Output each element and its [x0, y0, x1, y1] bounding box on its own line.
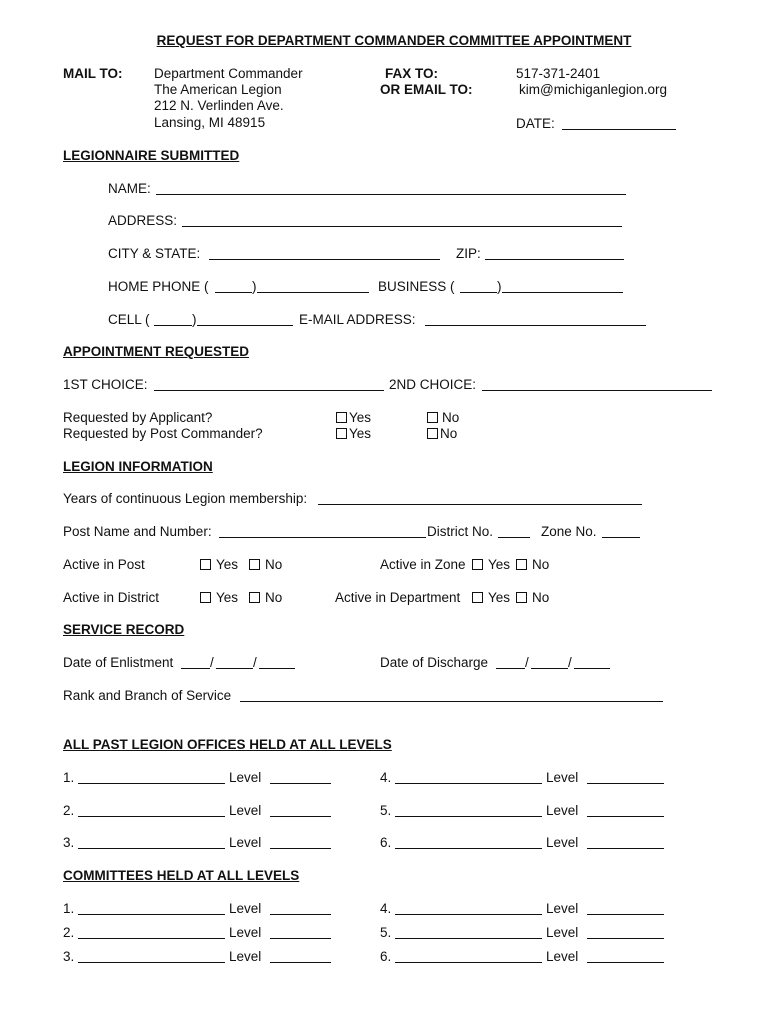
legion-info-heading: LEGION INFORMATION	[63, 459, 213, 474]
mail-address-line-2: The American Legion	[154, 82, 282, 97]
checkbox-icon[interactable]	[472, 559, 483, 570]
office-level-label: Level	[546, 770, 579, 785]
enlistment-slash-1: /	[210, 655, 214, 670]
zip-label: ZIP:	[456, 246, 481, 261]
checkbox-icon[interactable]	[472, 592, 483, 603]
active-zone-label: Active in Zone	[380, 557, 466, 572]
active-department-label: Active in Department	[335, 590, 461, 605]
district-no-label: District No.	[427, 524, 494, 539]
zone-no-label: Zone No.	[541, 524, 597, 539]
active-post-yes-option[interactable]: Yes	[200, 557, 238, 573]
email-address-label: E-MAIL ADDRESS:	[299, 312, 416, 327]
checkbox-icon[interactable]	[249, 592, 260, 603]
cell-phone-field[interactable]	[197, 311, 293, 326]
enlistment-slash-2: /	[253, 655, 257, 670]
office-level-field[interactable]	[270, 802, 331, 817]
business-paren: )	[497, 279, 502, 294]
office-field[interactable]	[395, 802, 542, 817]
active-district-label: Active in District	[63, 590, 160, 605]
commander-yes-option[interactable]: Yes	[336, 426, 371, 442]
form-title: REQUEST FOR DEPARTMENT COMMANDER COMMITTEE APPOINTMENT	[156, 33, 632, 48]
mail-to-label: MAIL TO:	[63, 66, 123, 81]
checkbox-icon[interactable]	[427, 428, 438, 439]
office-level-label: Level	[229, 803, 262, 818]
offices-heading: ALL PAST LEGION OFFICES HELD AT ALL LEVELS	[63, 737, 392, 752]
first-choice-label: 1ST CHOICE:	[63, 377, 148, 392]
checkbox-icon[interactable]	[427, 412, 438, 423]
committee-field[interactable]	[395, 900, 542, 915]
office-field[interactable]	[395, 769, 542, 784]
committee-level-field[interactable]	[270, 924, 331, 939]
fax-number: 517-371-2401	[516, 66, 601, 81]
office-level-field[interactable]	[270, 834, 331, 849]
home-phone-area-field[interactable]	[215, 278, 252, 293]
committee-level-field[interactable]	[587, 948, 664, 963]
office-field[interactable]	[395, 834, 542, 849]
committee-level-label: Level	[546, 901, 579, 916]
checkbox-icon[interactable]	[516, 559, 527, 570]
enlistment-year-field[interactable]	[259, 654, 295, 669]
office-number: 2.	[63, 803, 75, 818]
office-number: 3.	[63, 835, 75, 850]
active-department-no-option[interactable]: No	[516, 590, 549, 606]
office-level-label: Level	[229, 835, 262, 850]
checkbox-icon[interactable]	[200, 559, 211, 570]
business-phone-field[interactable]	[502, 278, 623, 293]
active-district-yes-option[interactable]: Yes	[200, 590, 238, 606]
date-field[interactable]	[562, 115, 676, 130]
checkbox-icon[interactable]	[249, 559, 260, 570]
by-post-commander-label: Requested by Post Commander?	[63, 426, 263, 441]
business-area-field[interactable]	[460, 278, 497, 293]
committee-level-field[interactable]	[270, 900, 331, 915]
zip-field[interactable]	[485, 245, 624, 260]
active-department-yes-option[interactable]: Yes	[472, 590, 510, 606]
enlistment-month-field[interactable]	[181, 654, 210, 669]
office-level-label: Level	[546, 803, 579, 818]
enlistment-day-field[interactable]	[216, 654, 253, 669]
mail-address-line-3: 212 N. Verlinden Ave.	[154, 98, 284, 113]
committee-number: 5.	[380, 925, 392, 940]
committee-level-field[interactable]	[587, 924, 664, 939]
second-choice-label: 2ND CHOICE:	[389, 377, 477, 392]
office-number: 5.	[380, 803, 392, 818]
mail-address-line-4: Lansing, MI 48915	[154, 115, 266, 130]
discharge-slash-2: /	[568, 655, 572, 670]
first-choice-field[interactable]	[154, 376, 384, 391]
discharge-label: Date of Discharge	[380, 655, 489, 670]
committee-field[interactable]	[395, 924, 542, 939]
discharge-day-field[interactable]	[531, 654, 568, 669]
office-field[interactable]	[78, 769, 225, 784]
office-level-field[interactable]	[587, 802, 664, 817]
cell-area-field[interactable]	[154, 311, 192, 326]
active-zone-no-option[interactable]: No	[516, 557, 549, 573]
committee-level-label: Level	[229, 925, 262, 940]
legionnaire-heading: LEGIONNAIRE SUBMITTED	[63, 148, 240, 163]
committee-level-label: Level	[546, 949, 579, 964]
zone-no-field[interactable]	[602, 523, 640, 538]
office-number: 1.	[63, 770, 75, 785]
committee-level-field[interactable]	[587, 900, 664, 915]
committee-number: 4.	[380, 901, 392, 916]
checkbox-icon[interactable]	[516, 592, 527, 603]
office-number: 6.	[380, 835, 392, 850]
checkbox-icon[interactable]	[200, 592, 211, 603]
discharge-month-field[interactable]	[496, 654, 525, 669]
years-membership-label: Years of continuous Legion membership:	[63, 491, 308, 506]
committee-number: 2.	[63, 925, 75, 940]
committee-field[interactable]	[78, 900, 225, 915]
active-post-no-option[interactable]: No	[249, 557, 282, 573]
office-level-label: Level	[546, 835, 579, 850]
committee-level-label: Level	[546, 925, 579, 940]
committee-field[interactable]	[78, 924, 225, 939]
active-post-label: Active in Post	[63, 557, 145, 572]
enlistment-label: Date of Enlistment	[63, 655, 174, 670]
city-state-label: CITY & STATE:	[108, 246, 201, 261]
business-label: BUSINESS (	[378, 279, 455, 294]
years-membership-field[interactable]	[318, 490, 642, 505]
second-choice-field[interactable]	[482, 376, 712, 391]
name-field[interactable]	[156, 180, 626, 195]
rank-branch-field[interactable]	[240, 687, 663, 702]
committee-level-label: Level	[229, 901, 262, 916]
committees-heading: COMMITTEES HELD AT ALL LEVELS	[63, 868, 300, 883]
address-field[interactable]	[182, 212, 622, 227]
email-address: kim@michiganlegion.org	[519, 82, 668, 97]
name-label: NAME:	[108, 181, 151, 196]
committee-number: 1.	[63, 901, 75, 916]
applicant-no-option[interactable]: No	[427, 410, 459, 426]
commander-no-option[interactable]: No	[427, 426, 457, 442]
applicant-yes-option[interactable]: Yes	[336, 410, 371, 426]
office-level-field[interactable]	[270, 769, 331, 784]
mail-address-line-1: Department Commander	[154, 66, 303, 81]
committee-level-field[interactable]	[270, 948, 331, 963]
cell-paren: )	[192, 312, 197, 327]
office-number: 4.	[380, 770, 392, 785]
checkbox-icon[interactable]	[336, 428, 347, 439]
district-no-field[interactable]	[498, 523, 530, 538]
committee-number: 6.	[380, 949, 392, 964]
checkbox-icon[interactable]	[336, 412, 347, 423]
fax-label: FAX TO:	[385, 66, 439, 81]
address-label: ADDRESS:	[108, 213, 178, 228]
discharge-slash-1: /	[525, 655, 529, 670]
discharge-year-field[interactable]	[574, 654, 610, 669]
active-zone-yes-option[interactable]: Yes	[472, 557, 510, 573]
cell-label: CELL (	[108, 312, 150, 327]
committee-field[interactable]	[395, 948, 542, 963]
appointment-heading: APPOINTMENT REQUESTED	[63, 344, 250, 359]
email-label: OR EMAIL TO:	[380, 82, 473, 97]
city-state-field[interactable]	[209, 245, 440, 260]
rank-branch-label: Rank and Branch of Service	[63, 688, 232, 703]
by-applicant-label: Requested by Applicant?	[63, 410, 213, 425]
committee-number: 3.	[63, 949, 75, 964]
home-phone-field[interactable]	[257, 278, 369, 293]
active-district-no-option[interactable]: No	[249, 590, 282, 606]
post-name-field[interactable]	[219, 523, 426, 538]
committee-level-label: Level	[229, 949, 262, 964]
post-name-label: Post Name and Number:	[63, 524, 212, 539]
date-label: DATE:	[516, 116, 555, 131]
office-field[interactable]	[78, 802, 225, 817]
committee-field[interactable]	[78, 948, 225, 963]
service-record-heading: SERVICE RECORD	[63, 622, 185, 637]
email-address-field[interactable]	[425, 311, 646, 326]
office-level-label: Level	[229, 770, 262, 785]
office-level-field[interactable]	[587, 769, 664, 784]
office-level-field[interactable]	[587, 834, 664, 849]
home-phone-label: HOME PHONE (	[108, 279, 209, 294]
office-field[interactable]	[78, 834, 225, 849]
home-phone-paren: )	[252, 279, 257, 294]
